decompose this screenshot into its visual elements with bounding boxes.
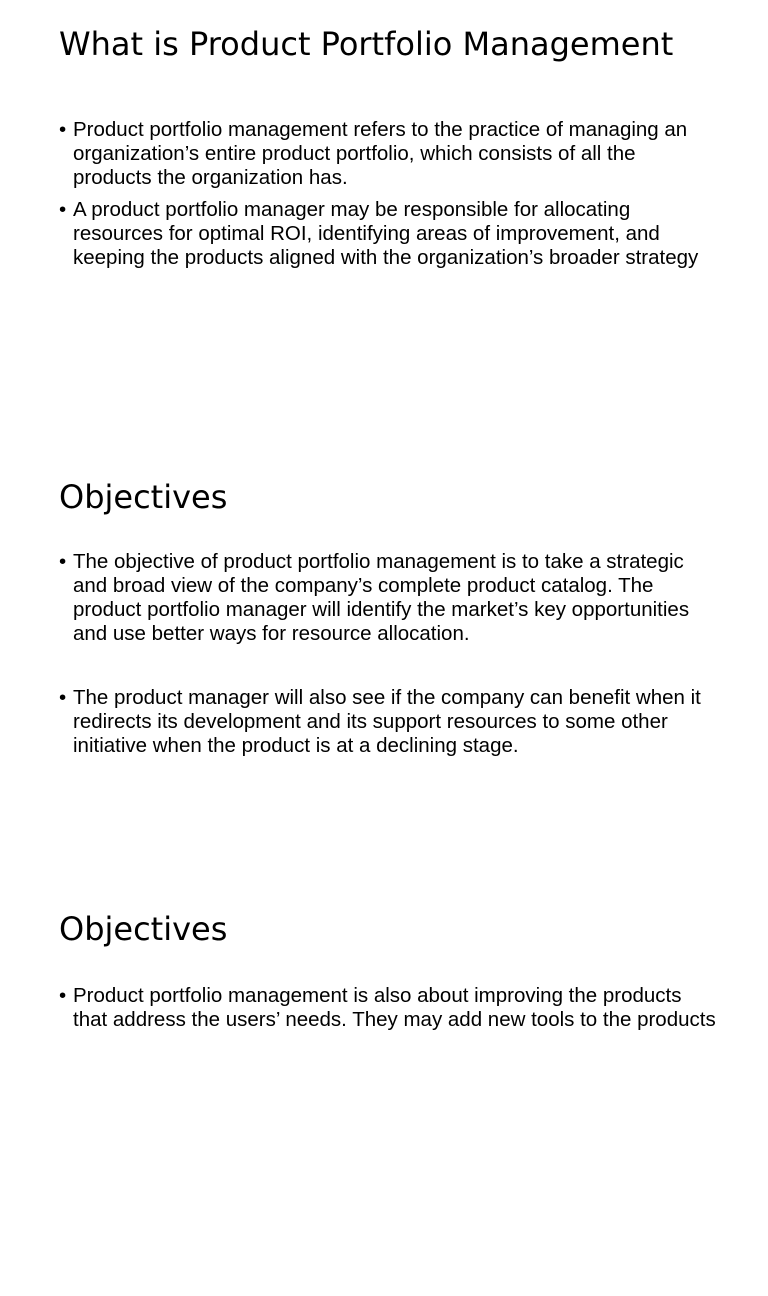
slide-title: Objectives	[59, 910, 228, 948]
slide-what-is-ppm	[0, 0, 768, 432]
bullet-item: • The product manager will also see if the company can benefit when it redirects its development and its support resources to some other initiative when the product is at a declining stage.	[59, 686, 719, 758]
bullet-item: • A product portfolio manager may be responsible for allocating resources for optimal ROI, identifying areas of improvement, and keeping the products aligned with the organization’s broader strategy	[59, 198, 719, 270]
slide-objectives-1	[0, 432, 768, 864]
bullet-list	[59, 550, 719, 758]
slide-title: Objectives	[59, 478, 228, 516]
bullet-list	[59, 118, 719, 270]
bullet-list	[59, 984, 719, 1032]
slide-title: What is Product Portfolio Management	[59, 25, 674, 63]
bullet-item: • The objective of product portfolio management is to take a strategic and broad view of the company’s complete product catalog. The product portfolio manager will identify the market’s key opportunities and use better ways for resource allocation.	[59, 550, 719, 646]
slide-objectives-2	[0, 864, 768, 1296]
bullet-item: • Product portfolio management refers to the practice of managing an organization’s entire product portfolio, which consists of all the products the organization has.	[59, 118, 719, 190]
bullet-item: • Product portfolio management is also about improving the products that address the users’ needs. They may add new tools to the products	[59, 984, 719, 1032]
